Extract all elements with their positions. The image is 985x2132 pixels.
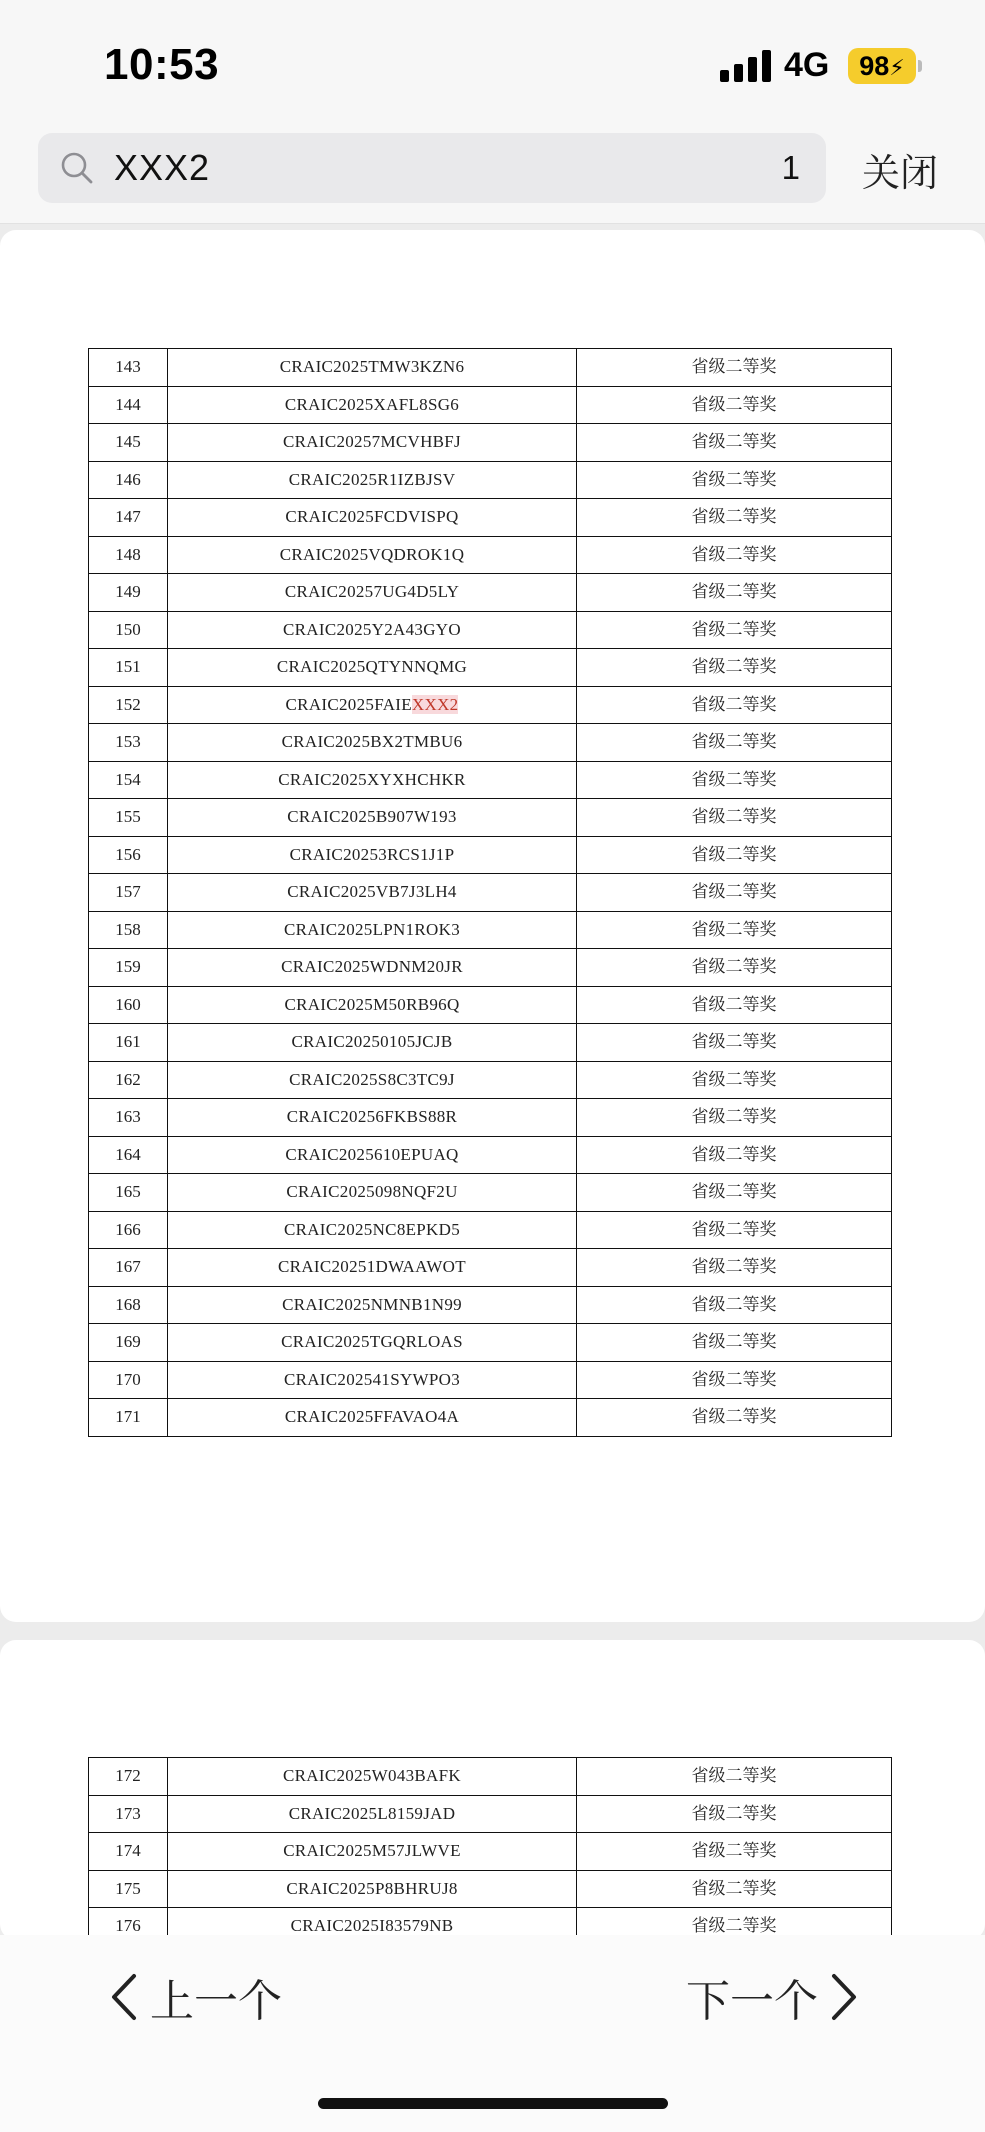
row-number: 155 [89,799,168,837]
battery-tip [918,60,922,72]
row-number: 161 [89,1024,168,1062]
award-level: 省级二等奖 [577,1758,892,1796]
award-level: 省级二等奖 [577,1833,892,1871]
status-bar [0,0,985,125]
search-input[interactable] [38,133,826,203]
table-row [89,1211,892,1249]
row-number: 176 [89,1908,168,1946]
table-row [89,1061,892,1099]
registration-code: CRAIC2025TGQRLOAS [168,1324,577,1362]
find-in-page-bar [0,125,985,224]
registration-code: CRAIC2025TMW3KZN6 [168,349,577,387]
award-level: 省级二等奖 [577,986,892,1024]
table-row [89,1249,892,1287]
match-count: 1 [781,149,800,186]
row-number: 147 [89,499,168,537]
row-number: 168 [89,1286,168,1324]
row-number: 158 [89,911,168,949]
search-query: XXX2 [114,147,211,188]
table-row [89,536,892,574]
registration-code: CRAIC2025W043BAFK [168,1758,577,1796]
table-row [89,1024,892,1062]
table-row [89,424,892,462]
row-number: 169 [89,1324,168,1362]
award-level: 省级二等奖 [577,686,892,724]
next-match-button[interactable] [686,1967,860,2027]
signal-icon [720,50,772,82]
registration-code: CRAIC2025I83579NB [168,1908,577,1946]
row-number: 154 [89,761,168,799]
registration-code: CRAIC2025M57JLWVE [168,1833,577,1871]
row-number: 174 [89,1833,168,1871]
table-row [89,724,892,762]
award-table [88,1757,892,1946]
row-number: 159 [89,949,168,987]
registration-code: CRAIC2025P8BHRUJ8 [168,1870,577,1908]
table-row [89,1758,892,1796]
award-level: 省级二等奖 [577,874,892,912]
award-level: 省级二等奖 [577,949,892,987]
table-row [89,949,892,987]
row-number: 162 [89,1061,168,1099]
table-row [89,349,892,387]
registration-code: CRAIC2025VQDROK1Q [168,536,577,574]
award-level: 省级二等奖 [577,1211,892,1249]
registration-code: CRAIC2025Y2A43GYO [168,611,577,649]
row-number: 171 [89,1399,168,1437]
registration-code: CRAIC202541SYWPO3 [168,1361,577,1399]
award-level: 省级二等奖 [577,1361,892,1399]
table-row [89,386,892,424]
award-level: 省级二等奖 [577,1286,892,1324]
award-level: 省级二等奖 [577,1908,892,1946]
row-number: 148 [89,536,168,574]
registration-code: CRAIC20250105JCJB [168,1024,577,1062]
registration-code: CRAIC2025BX2TMBU6 [168,724,577,762]
registration-code: CRAIC2025XAFL8SG6 [168,386,577,424]
table-row [89,799,892,837]
table-row [89,1870,892,1908]
registration-code: CRAIC20256FKBS88R [168,1099,577,1137]
award-level: 省级二等奖 [577,1136,892,1174]
registration-code: CRAIC20253RCS1J1P [168,836,577,874]
chevron-right-icon [830,1972,860,2022]
registration-code [168,686,577,724]
table-row [89,1324,892,1362]
table-row [89,874,892,912]
award-level: 省级二等奖 [577,724,892,762]
registration-code: CRAIC2025S8C3TC9J [168,1061,577,1099]
table-row [89,686,892,724]
table-row [89,761,892,799]
row-number: 164 [89,1136,168,1174]
row-number: 156 [89,836,168,874]
table-row [89,1174,892,1212]
row-number: 163 [89,1099,168,1137]
battery-level: 98 [859,51,890,81]
registration-code: CRAIC2025B907W193 [168,799,577,837]
table-row [89,611,892,649]
award-level: 省级二等奖 [577,1795,892,1833]
clock: 10:53 [104,40,220,89]
award-level: 省级二等奖 [577,499,892,537]
row-number: 165 [89,1174,168,1212]
registration-code: CRAIC2025WDNM20JR [168,949,577,987]
registration-code: CRAIC2025VB7J3LH4 [168,874,577,912]
award-level: 省级二等奖 [577,574,892,612]
row-number: 170 [89,1361,168,1399]
registration-code: CRAIC2025FCDVISPQ [168,499,577,537]
table-row [89,1286,892,1324]
previous-match-button[interactable] [108,1967,282,2027]
award-level: 省级二等奖 [577,1024,892,1062]
table-row [89,499,892,537]
row-number: 145 [89,424,168,462]
registration-code: CRAIC2025NC8EPKD5 [168,1211,577,1249]
previous-match-label: 上一个 [150,1977,282,2026]
document-page [0,1640,985,1940]
award-level: 省级二等奖 [577,761,892,799]
registration-code: CRAIC2025QTYNNQMG [168,649,577,687]
table-row [89,836,892,874]
award-level: 省级二等奖 [577,386,892,424]
table-row [89,1136,892,1174]
award-level: 省级二等奖 [577,1870,892,1908]
find-navigation-bar [0,1935,985,2132]
row-number: 175 [89,1870,168,1908]
award-level: 省级二等奖 [577,1324,892,1362]
table-row [89,649,892,687]
row-number: 173 [89,1795,168,1833]
award-level: 省级二等奖 [577,1061,892,1099]
row-number: 166 [89,1211,168,1249]
award-level: 省级二等奖 [577,536,892,574]
award-level: 省级二等奖 [577,836,892,874]
award-table [88,348,892,1437]
table-row [89,574,892,612]
award-level: 省级二等奖 [577,649,892,687]
row-number: 143 [89,349,168,387]
award-level: 省级二等奖 [577,799,892,837]
table-row [89,1833,892,1871]
row-number: 149 [89,574,168,612]
award-level: 省级二等奖 [577,1249,892,1287]
registration-code: CRAIC2025FFAVAO4A [168,1399,577,1437]
award-level: 省级二等奖 [577,349,892,387]
registration-code: CRAIC2025XYXHCHKR [168,761,577,799]
row-number: 151 [89,649,168,687]
row-number: 150 [89,611,168,649]
battery-icon [848,48,916,84]
home-indicator[interactable] [318,2098,668,2109]
table-row [89,986,892,1024]
award-level: 省级二等奖 [577,1099,892,1137]
charging-icon: ⚡ [889,55,905,80]
award-level: 省级二等奖 [577,911,892,949]
row-number: 160 [89,986,168,1024]
row-number: 172 [89,1758,168,1796]
registration-code: CRAIC2025L8159JAD [168,1795,577,1833]
search-icon [60,151,94,185]
row-number: 167 [89,1249,168,1287]
row-number: 146 [89,461,168,499]
registration-code: CRAIC20257UG4D5LY [168,574,577,612]
registration-code: CRAIC2025M50RB96Q [168,986,577,1024]
chevron-left-icon [108,1972,138,2022]
registration-code: CRAIC2025LPN1ROK3 [168,911,577,949]
registration-code: CRAIC2025NMNB1N99 [168,1286,577,1324]
registration-code: CRAIC20257MCVHBFJ [168,424,577,462]
document-page [0,230,985,1622]
network-type: 4G [784,46,830,84]
table-row [89,1361,892,1399]
award-level: 省级二等奖 [577,1174,892,1212]
table-row [89,1795,892,1833]
table-row [89,1099,892,1137]
registration-code: CRAIC2025R1IZBJSV [168,461,577,499]
row-number: 144 [89,386,168,424]
row-number: 157 [89,874,168,912]
next-match-label: 下一个 [686,1977,818,2026]
row-number: 153 [89,724,168,762]
code-prefix: CRAIC2025FAIE [285,694,412,714]
table-row [89,1399,892,1437]
search-match-highlight: XXX2 [411,694,459,714]
award-level: 省级二等奖 [577,611,892,649]
registration-code: CRAIC2025610EPUAQ [168,1136,577,1174]
award-level: 省级二等奖 [577,461,892,499]
table-row [89,911,892,949]
registration-code: CRAIC20251DWAAWOT [168,1249,577,1287]
award-level: 省级二等奖 [577,1399,892,1437]
award-level: 省级二等奖 [577,424,892,462]
registration-code: CRAIC2025098NQF2U [168,1174,577,1212]
close-button[interactable]: 关闭 [862,153,939,195]
table-row [89,461,892,499]
row-number: 152 [89,686,168,724]
